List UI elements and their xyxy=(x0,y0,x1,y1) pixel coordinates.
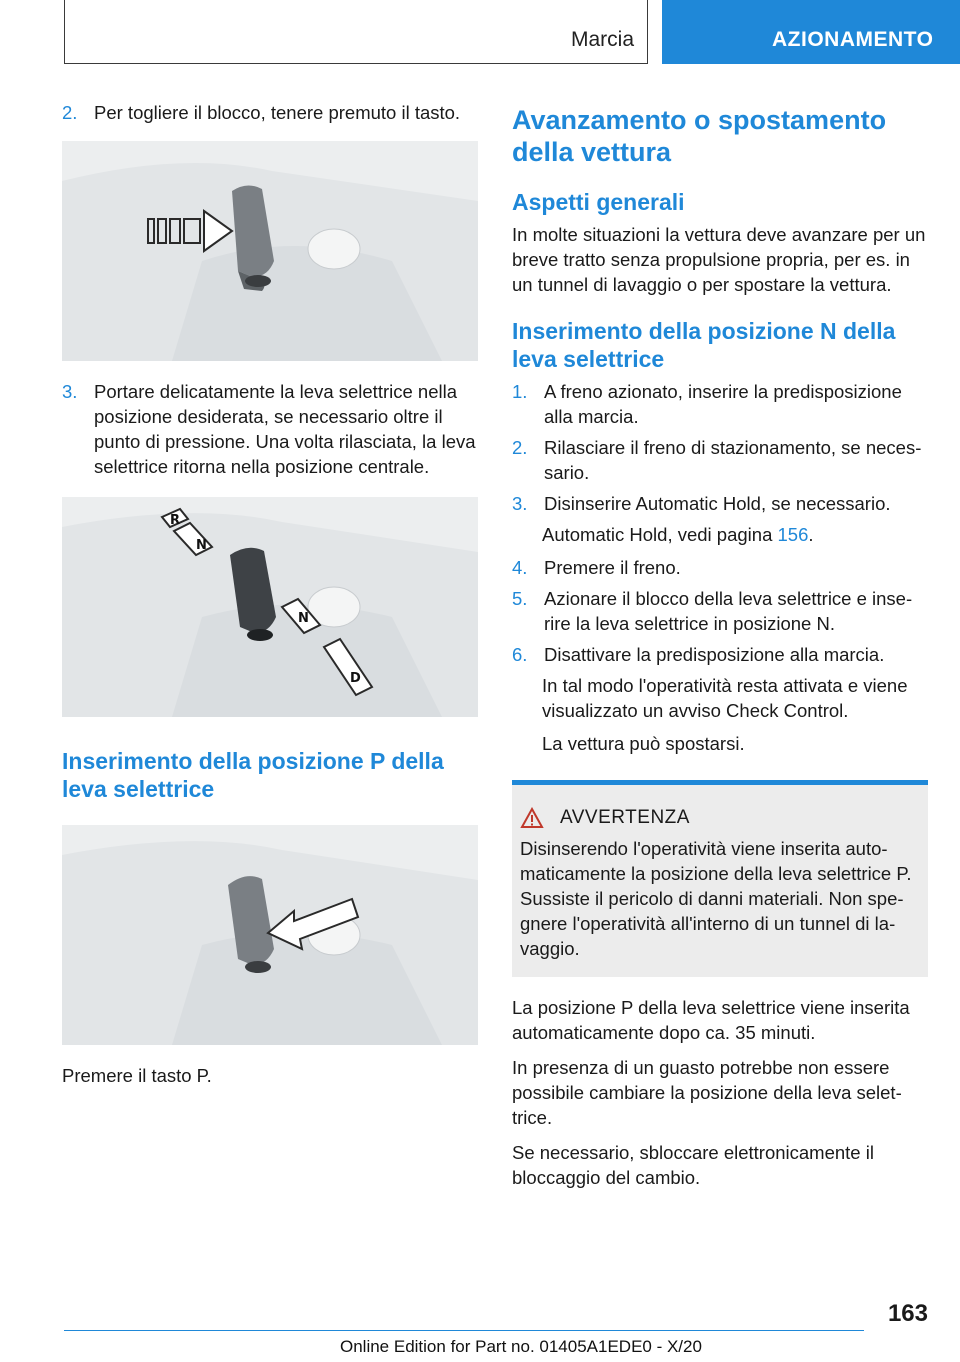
step-3-note xyxy=(512,522,928,547)
step-text: Per togliere il blocco, tenere premuto il tasto. xyxy=(94,102,461,123)
section-title: Marcia xyxy=(570,28,634,51)
step-number: 1. xyxy=(512,381,528,402)
warning-text: Disinserendo l'operatività viene inserita automaticamente la posizione della leva selettrice P. Sussiste il pericolo di danni materiali. Non spegnere l'operatività all'interno di un tunnel di lavaggio. xyxy=(520,838,912,959)
n-step-2 xyxy=(512,435,928,485)
paragraph-auto-p: La posizione P della leva selettrice viene inserita automaticamente dopo ca. 35 minuti. xyxy=(512,997,910,1043)
step-text: Portare delicatamente la leva selettrice nella posizione desiderata, se necessario oltre il punto di pressione. Una volta rilasciata, la leva selettrice ritorna nella posizione centrale. xyxy=(94,381,476,477)
paragraph-fault: In presenza di un guasto potrebbe non essere possibile cambiare la posizione della leva selettrice. xyxy=(512,1057,902,1128)
selector-lever-unlock-figure xyxy=(62,141,478,361)
selector-lever-positions-figure xyxy=(62,497,478,717)
heading-main: Avanzamento o spostamento della vettura xyxy=(512,105,887,167)
step-text: Rilasciare il freno di stazionamento, se necessario. xyxy=(544,437,922,483)
page-link[interactable]: 156 xyxy=(777,524,809,545)
step-6-note-2: La vettura può spostarsi. xyxy=(542,733,745,754)
n-step-5 xyxy=(512,586,928,636)
step-text: Disattivare la predisposizione alla marcia. xyxy=(544,644,885,665)
note-text: Automatic Hold, vedi pagina xyxy=(542,524,778,545)
n-step-1 xyxy=(512,379,928,429)
step-number: 2. xyxy=(512,437,528,458)
step-3 xyxy=(62,379,478,479)
step-number: 3. xyxy=(512,493,528,514)
heading-position-p: Inserimento della posizione P della leva selettrice xyxy=(62,748,444,802)
chapter-tab[interactable]: AZIONAMENTO xyxy=(662,0,960,64)
position-label-n-upper: N xyxy=(196,538,207,553)
step-number: 2. xyxy=(62,102,78,123)
right-column xyxy=(512,104,928,1200)
step-number: 5. xyxy=(512,588,528,609)
position-label-d: D xyxy=(350,671,361,686)
general-text: In molte situazioni la vettura deve avanzare per un breve tratto senza propulsione propria, per es. in un tunnel di lavaggio o per spostare la vettura. xyxy=(512,224,926,295)
step-text: A freno azionato, inserire la predisposizione alla marcia. xyxy=(544,381,902,427)
footer-divider xyxy=(64,1330,864,1331)
step-number: 6. xyxy=(512,644,528,665)
header-frame xyxy=(64,0,648,64)
note-suffix: . xyxy=(808,524,814,545)
warning-title: AVVERTENZA xyxy=(560,807,690,828)
heading-general: Aspetti generali xyxy=(512,189,685,215)
footer-edition: Online Edition for Part no. 01405A1EDE0 - X/20 xyxy=(340,1337,702,1356)
warning-header xyxy=(520,805,920,830)
warning-triangle-icon xyxy=(520,807,544,829)
caption-press-p: Premere il tasto P. xyxy=(62,1065,212,1086)
n-step-4 xyxy=(512,555,928,580)
park-button-figure xyxy=(62,825,478,1045)
n-step-3 xyxy=(512,491,928,516)
n-step-6 xyxy=(512,642,928,667)
paragraph-unlock: Se necessario, sbloccare elettronicamente il bloccaggio del cambio. xyxy=(512,1142,874,1188)
step-2 xyxy=(62,100,478,125)
left-column xyxy=(62,100,478,1098)
heading-position-n: Inserimento della posizione N della leva selettrice xyxy=(512,318,896,372)
step-text: Premere il freno. xyxy=(544,557,681,578)
position-label-n-lower: N xyxy=(298,611,309,626)
step-6-note-1: In tal modo l'operatività resta attivata e viene visualizzato un avviso Check Control. xyxy=(542,675,908,721)
step-number: 4. xyxy=(512,557,528,578)
page-number: 163 xyxy=(887,1300,928,1327)
warning-box xyxy=(512,780,928,977)
step-text: Azionare il blocco della leva selettrice e inserire la leva selettrice in posizione N. xyxy=(544,588,913,634)
step-text: Disinserire Automatic Hold, se necessario. xyxy=(544,493,891,514)
position-label-r: R xyxy=(170,513,181,528)
step-number: 3. xyxy=(62,381,78,402)
